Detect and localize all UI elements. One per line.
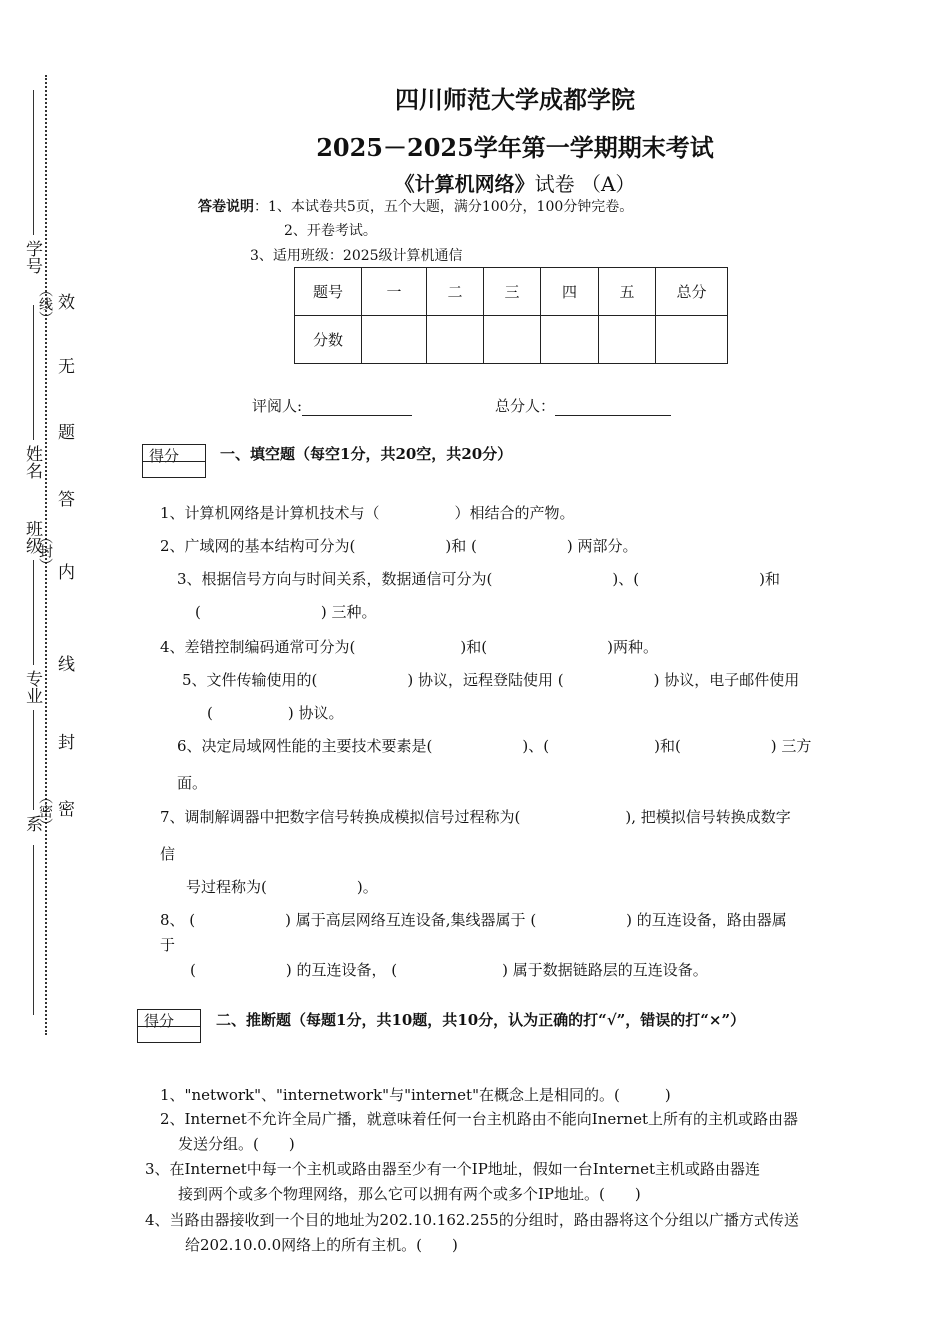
instruction-line-3: 3、适用班级：2025级计算机通信	[250, 248, 463, 264]
fill-question-continued: ( ) 的互连设备， ( ) 属于数据链路层的互连设备。	[190, 961, 708, 979]
fill-question: 6、决定局域网性能的主要技术要素是( )、( )和( ) 三方	[177, 737, 812, 755]
margin-char-xiao: 效	[58, 293, 75, 313]
paper-type: 试卷 （A）	[534, 172, 636, 196]
margin-char-nei: 内	[58, 563, 75, 583]
judge-question: 1、"network"、"internetwork"与"internet"在概念上是相同的。( )	[160, 1086, 671, 1104]
fill-question: 5、文件传输使用的( ) 协议，远程登陆使用 ( ) 协议，电子邮件使用	[182, 671, 800, 689]
judge-question: 4、当路由器接收到一个目的地址为202.10.162.255的分组时，路由器将这个分组以广播方式传送	[145, 1211, 799, 1229]
score-table-header: 总分	[656, 268, 728, 316]
paper-title	[0, 168, 950, 197]
score-table-header: 五	[599, 268, 656, 316]
margin-mark-secret: （密）	[37, 790, 53, 832]
fill-question: 2、广域网的基本结构可分为( )和 ( ) 两部分。	[160, 537, 638, 555]
instruction-label: 答卷说明	[198, 199, 254, 215]
major-line	[33, 560, 34, 665]
score-box-divider	[143, 461, 205, 462]
fill-question-continued: ( ) 协议。	[207, 704, 344, 722]
margin-char-wu: 无	[58, 357, 75, 377]
score-table	[294, 267, 728, 364]
section1-title: 一、填空题（每空1分，共20空，共20分）	[220, 445, 513, 463]
reviewer-blank[interactable]	[302, 401, 412, 416]
major-label: 专业	[22, 670, 42, 704]
judge-question-continued: 给202.10.0.0网络上的所有主机。( )	[185, 1236, 458, 1254]
class-label: 班级	[22, 520, 42, 554]
margin-bottom-line	[33, 845, 34, 1015]
section1-score-box[interactable]	[142, 444, 206, 478]
fill-question-continued: ( ) 三种。	[195, 603, 377, 621]
reviewer-signature: 评阅人:	[252, 395, 412, 416]
score-box-divider	[138, 1026, 200, 1027]
margin-char-mi: 密	[58, 800, 75, 820]
school-title: 四川师范大学成都学院	[395, 85, 635, 114]
name-label: 姓名	[22, 445, 42, 479]
score-cell[interactable]	[362, 316, 427, 364]
fill-question-continued: 面。	[177, 774, 208, 792]
score-table-header: 四	[541, 268, 599, 316]
totaler-blank[interactable]	[555, 401, 671, 416]
judge-question-continued: 接到两个或多个物理网络，那么它可以拥有两个或多个IP地址。( )	[178, 1185, 641, 1203]
score-cell[interactable]	[541, 316, 599, 364]
margin-mark-line: （线）	[37, 283, 53, 325]
score-table-header: 题号	[295, 268, 362, 316]
judge-question-continued: 发送分组。( )	[178, 1135, 295, 1153]
name-line	[33, 305, 34, 440]
score-table-score-row	[295, 316, 728, 364]
fill-question-continued: 信	[160, 845, 176, 863]
margin-mark-seal: （封）	[37, 530, 53, 572]
judge-question: 3、在Internet中每一个主机或路由器至少有一个IP地址，假如一台Internet主机或路由器连	[145, 1160, 761, 1178]
instruction-line-1: 答卷说明：1、本试卷共5页，五个大题，满分100分，100分钟完卷。	[198, 199, 634, 215]
score-cell[interactable]	[599, 316, 656, 364]
score-row-label: 分数	[295, 316, 362, 364]
instruction-line-2: 2、开卷考试。	[284, 223, 377, 239]
totaler-signature: 总分人：	[495, 395, 671, 416]
section2-score-box[interactable]	[137, 1009, 201, 1043]
score-box-label: 得分	[149, 447, 180, 465]
fill-question-continued: 号过程称为( )。	[186, 878, 378, 896]
fill-question: 1、计算机网络是计算机技术与（ ）相结合的产物。	[160, 504, 575, 522]
course-name: 《计算机网络》	[394, 172, 535, 196]
score-cell[interactable]	[656, 316, 728, 364]
fill-question: 3、根据信号方向与时间关系，数据通信可分为( )、( )和	[177, 570, 780, 588]
margin-char-da: 答	[58, 490, 75, 510]
score-cell[interactable]	[427, 316, 484, 364]
margin-char-xian: 线	[58, 655, 75, 675]
fill-question: 4、差错控制编码通常可分为( )和( )两种。	[160, 638, 658, 656]
department-label: 系	[22, 815, 42, 832]
section2-title: 二、推断题（每题1分，共10题，共10分，认为正确的打“√”，错误的打“×”）	[216, 1011, 746, 1029]
judge-question: 2、Internet不允许全局广播，就意味着任何一台主机路由不能向Inernet上所有的主机或路由器	[160, 1110, 798, 1128]
exam-term-title: 2025－2025学年第一学期期末考试	[316, 133, 714, 162]
department-line	[33, 710, 34, 810]
margin-char-ti: 题	[58, 423, 75, 443]
margin-char-feng: 封	[58, 733, 75, 753]
fill-question: 7、调制解调器中把数字信号转换成模拟信号过程称为( ), 把模拟信号转换成数字	[160, 808, 791, 826]
score-box-label: 得分	[144, 1012, 175, 1030]
score-cell[interactable]	[484, 316, 541, 364]
fill-question-continued: 于	[160, 936, 176, 954]
score-table-header: 三	[484, 268, 541, 316]
score-table-header-row	[295, 268, 728, 316]
score-table-header: 一	[362, 268, 427, 316]
score-table-header: 二	[427, 268, 484, 316]
fill-question: 8、 ( ) 属于高层网络互连设备,集线器属于 ( ) 的互连设备，路由器属	[160, 911, 787, 929]
student-id-label: 学号	[22, 240, 42, 274]
